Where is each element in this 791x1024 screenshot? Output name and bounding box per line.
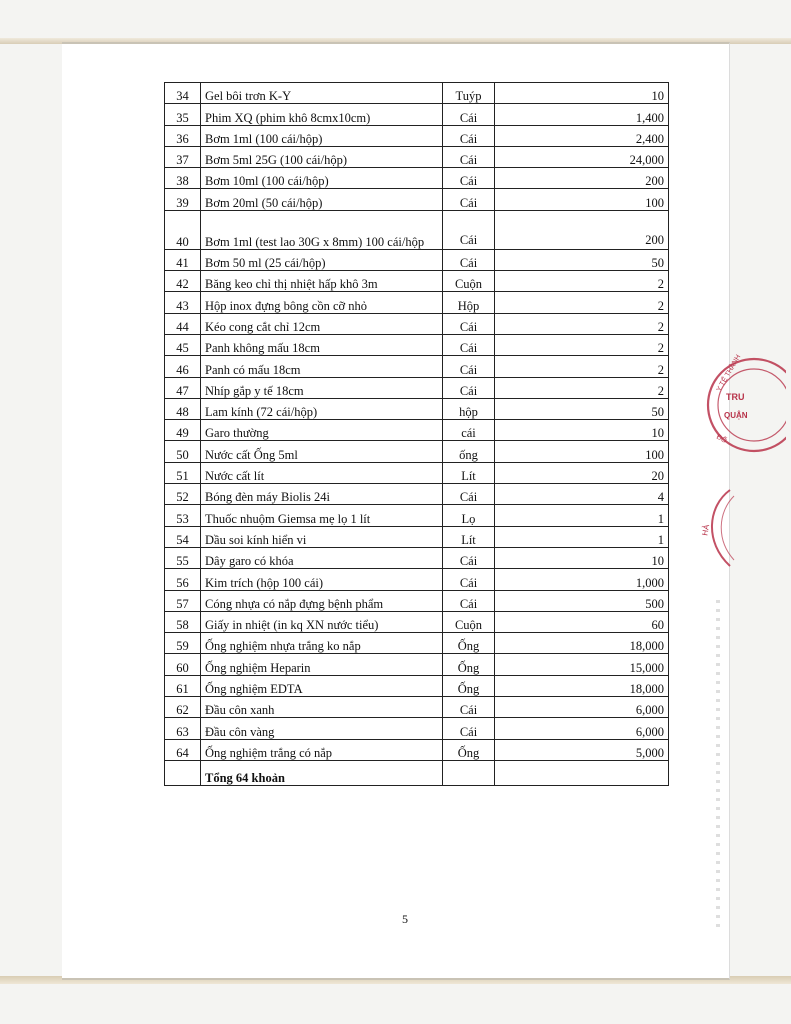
row-number-cell: 55 <box>165 547 201 568</box>
quantity-cell: 2,400 <box>495 125 669 146</box>
row-number-cell: 50 <box>165 441 201 462</box>
item-name-cell: Nước cất Ống 5ml <box>201 441 443 462</box>
scan-edge-marks <box>716 600 720 930</box>
row-number-cell: 57 <box>165 590 201 611</box>
row-number-cell: 35 <box>165 104 201 125</box>
quantity-cell: 6,000 <box>495 697 669 718</box>
unit-cell: Ống <box>443 654 495 675</box>
unit-cell: Cái <box>443 356 495 377</box>
item-name-cell: Panh không mấu 18cm <box>201 334 443 355</box>
row-number-cell: 38 <box>165 168 201 189</box>
unit-cell: Lít <box>443 526 495 547</box>
quantity-cell: 200 <box>495 210 669 249</box>
quantity-cell: 10 <box>495 420 669 441</box>
quantity-cell: 1,000 <box>495 569 669 590</box>
table-row <box>165 313 669 334</box>
table-row <box>165 249 669 270</box>
total-empty-cell <box>495 760 669 785</box>
quantity-cell: 20 <box>495 462 669 483</box>
row-number-cell: 39 <box>165 189 201 210</box>
unit-cell: Cái <box>443 210 495 249</box>
table-row <box>165 739 669 760</box>
red-signature-mark-icon <box>700 486 740 570</box>
unit-cell: Hộp <box>443 292 495 313</box>
row-number-cell: 46 <box>165 356 201 377</box>
item-name-cell: Thuốc nhuộm Giemsa mẹ lọ 1 lít <box>201 505 443 526</box>
unit-cell: Cái <box>443 697 495 718</box>
table-row <box>165 420 669 441</box>
unit-cell: cái <box>443 420 495 441</box>
quantity-cell: 10 <box>495 547 669 568</box>
table-row <box>165 611 669 632</box>
quantity-cell: 50 <box>495 398 669 419</box>
total-empty-cell <box>165 760 201 785</box>
svg-text:TRU: TRU <box>726 392 745 402</box>
row-number-cell: 54 <box>165 526 201 547</box>
unit-cell: Cái <box>443 125 495 146</box>
item-name-cell: Đầu côn xanh <box>201 697 443 718</box>
item-name-cell: Ống nghiệm nhựa trắng ko nắp <box>201 633 443 654</box>
unit-cell: Tuýp <box>443 83 495 104</box>
svg-text:HÀ: HÀ <box>700 523 712 537</box>
row-number-cell: 37 <box>165 146 201 167</box>
quantity-cell: 200 <box>495 168 669 189</box>
table-row <box>165 377 669 398</box>
table-row <box>165 718 669 739</box>
item-name-cell: Bơm 20ml (50 cái/hộp) <box>201 189 443 210</box>
table-row <box>165 83 669 104</box>
unit-cell: Ống <box>443 739 495 760</box>
quantity-cell: 1 <box>495 526 669 547</box>
item-name-cell: Bơm 10ml (100 cái/hộp) <box>201 168 443 189</box>
unit-cell: Cuộn <box>443 271 495 292</box>
row-number-cell: 34 <box>165 83 201 104</box>
quantity-cell: 60 <box>495 611 669 632</box>
item-name-cell: Giấy in nhiệt (in kq XN nước tiểu) <box>201 611 443 632</box>
item-name-cell: Ống nghiệm EDTA <box>201 675 443 696</box>
table-row <box>165 484 669 505</box>
table-row <box>165 547 669 568</box>
table-row <box>165 146 669 167</box>
row-number-cell: 58 <box>165 611 201 632</box>
table-row <box>165 356 669 377</box>
unit-cell: Cái <box>443 377 495 398</box>
quantity-cell: 100 <box>495 441 669 462</box>
unit-cell: Cái <box>443 547 495 568</box>
row-number-cell: 45 <box>165 334 201 355</box>
table-row <box>165 505 669 526</box>
row-number-cell: 60 <box>165 654 201 675</box>
red-seal-stamp-icon <box>702 352 786 458</box>
table-row <box>165 526 669 547</box>
row-number-cell: 49 <box>165 420 201 441</box>
unit-cell: Cái <box>443 590 495 611</box>
unit-cell: Lọ <box>443 505 495 526</box>
quantity-cell: 2 <box>495 334 669 355</box>
item-name-cell: Ống nghiệm trắng có nắp <box>201 739 443 760</box>
quantity-cell: 18,000 <box>495 633 669 654</box>
unit-cell: Lít <box>443 462 495 483</box>
row-number-cell: 62 <box>165 697 201 718</box>
item-name-cell: Gel bôi trơn K-Y <box>201 83 443 104</box>
unit-cell: Cái <box>443 168 495 189</box>
row-number-cell: 64 <box>165 739 201 760</box>
row-number-cell: 44 <box>165 313 201 334</box>
quantity-cell: 50 <box>495 249 669 270</box>
svg-text:Y TẾ THÀNH: Y TẾ THÀNH <box>715 353 743 393</box>
item-name-cell: Dầu soi kính hiển vi <box>201 526 443 547</box>
table-row <box>165 462 669 483</box>
table-row <box>165 271 669 292</box>
unit-cell: Cái <box>443 569 495 590</box>
table-row <box>165 569 669 590</box>
table-row <box>165 334 669 355</box>
supplies-table-body <box>165 83 669 786</box>
table-row <box>165 210 669 249</box>
quantity-cell: 5,000 <box>495 739 669 760</box>
unit-cell: Cái <box>443 189 495 210</box>
svg-text:QUẬN: QUẬN <box>724 411 748 420</box>
item-name-cell: Bơm 5ml 25G (100 cái/hộp) <box>201 146 443 167</box>
total-label: Tổng 64 khoản <box>201 760 443 785</box>
table-row <box>165 441 669 462</box>
table-row <box>165 189 669 210</box>
table-row <box>165 292 669 313</box>
unit-cell: Cái <box>443 484 495 505</box>
quantity-cell: 10 <box>495 83 669 104</box>
unit-cell: Cái <box>443 313 495 334</box>
quantity-cell: 1,400 <box>495 104 669 125</box>
total-empty-cell <box>443 760 495 785</box>
row-number-cell: 53 <box>165 505 201 526</box>
table-row <box>165 104 669 125</box>
table-row <box>165 633 669 654</box>
row-number-cell: 59 <box>165 633 201 654</box>
unit-cell: Cái <box>443 718 495 739</box>
table-row <box>165 398 669 419</box>
row-number-cell: 47 <box>165 377 201 398</box>
row-number-cell: 48 <box>165 398 201 419</box>
unit-cell: ống <box>443 441 495 462</box>
item-name-cell: Ống nghiệm Heparin <box>201 654 443 675</box>
unit-cell: Cuộn <box>443 611 495 632</box>
item-name-cell: Bóng đèn máy Biolis 24i <box>201 484 443 505</box>
item-name-cell: Nhíp gắp y tế 18cm <box>201 377 443 398</box>
item-name-cell: Kim trích (hộp 100 cái) <box>201 569 443 590</box>
item-name-cell: Đầu côn vàng <box>201 718 443 739</box>
quantity-cell: 2 <box>495 313 669 334</box>
unit-cell: Cái <box>443 249 495 270</box>
item-name-cell: Kéo cong cắt chỉ 12cm <box>201 313 443 334</box>
unit-cell: Cái <box>443 334 495 355</box>
item-name-cell: Dây garo có khóa <box>201 547 443 568</box>
unit-cell: Cái <box>443 146 495 167</box>
quantity-cell: 100 <box>495 189 669 210</box>
table-row <box>165 675 669 696</box>
quantity-cell: 15,000 <box>495 654 669 675</box>
row-number-cell: 36 <box>165 125 201 146</box>
quantity-cell: 2 <box>495 377 669 398</box>
quantity-cell: 4 <box>495 484 669 505</box>
quantity-cell: 6,000 <box>495 718 669 739</box>
row-number-cell: 56 <box>165 569 201 590</box>
table-row <box>165 654 669 675</box>
quantity-cell: 2 <box>495 271 669 292</box>
row-number-cell: 63 <box>165 718 201 739</box>
table-row <box>165 590 669 611</box>
row-number-cell: 41 <box>165 249 201 270</box>
quantity-cell: 2 <box>495 356 669 377</box>
item-name-cell: Bơm 1ml (test lao 30G x 8mm) 100 cái/hộp <box>201 210 443 249</box>
item-name-cell: Panh có mấu 18cm <box>201 356 443 377</box>
supplies-table <box>164 82 669 786</box>
item-name-cell: Băng keo chỉ thị nhiệt hấp khô 3m <box>201 271 443 292</box>
table-row <box>165 697 669 718</box>
item-name-cell: Bơm 50 ml (25 cái/hộp) <box>201 249 443 270</box>
row-number-cell: 43 <box>165 292 201 313</box>
page-number: 5 <box>402 912 408 926</box>
unit-cell: Ống <box>443 633 495 654</box>
item-name-cell: Garo thường <box>201 420 443 441</box>
unit-cell: Cái <box>443 104 495 125</box>
quantity-cell: 2 <box>495 292 669 313</box>
item-name-cell: Cóng nhựa có nắp đựng bệnh phẩm <box>201 590 443 611</box>
quantity-cell: 1 <box>495 505 669 526</box>
quantity-cell: 24,000 <box>495 146 669 167</box>
item-name-cell: Nước cất lít <box>201 462 443 483</box>
item-name-cell: Hộp inox đựng bông cồn cỡ nhỏ <box>201 292 443 313</box>
item-name-cell: Bơm 1ml (100 cái/hộp) <box>201 125 443 146</box>
row-number-cell: 61 <box>165 675 201 696</box>
unit-cell: hộp <box>443 398 495 419</box>
row-number-cell: 40 <box>165 210 201 249</box>
svg-text:ĐỐ: ĐỐ <box>715 433 728 445</box>
row-number-cell: 52 <box>165 484 201 505</box>
item-name-cell: Lam kính (72 cái/hộp) <box>201 398 443 419</box>
row-number-cell: 42 <box>165 271 201 292</box>
total-row <box>165 760 669 785</box>
unit-cell: Ống <box>443 675 495 696</box>
item-name-cell: Phim XQ (phim khô 8cmx10cm) <box>201 104 443 125</box>
quantity-cell: 18,000 <box>495 675 669 696</box>
row-number-cell: 51 <box>165 462 201 483</box>
quantity-cell: 500 <box>495 590 669 611</box>
table-row <box>165 125 669 146</box>
table-row <box>165 168 669 189</box>
